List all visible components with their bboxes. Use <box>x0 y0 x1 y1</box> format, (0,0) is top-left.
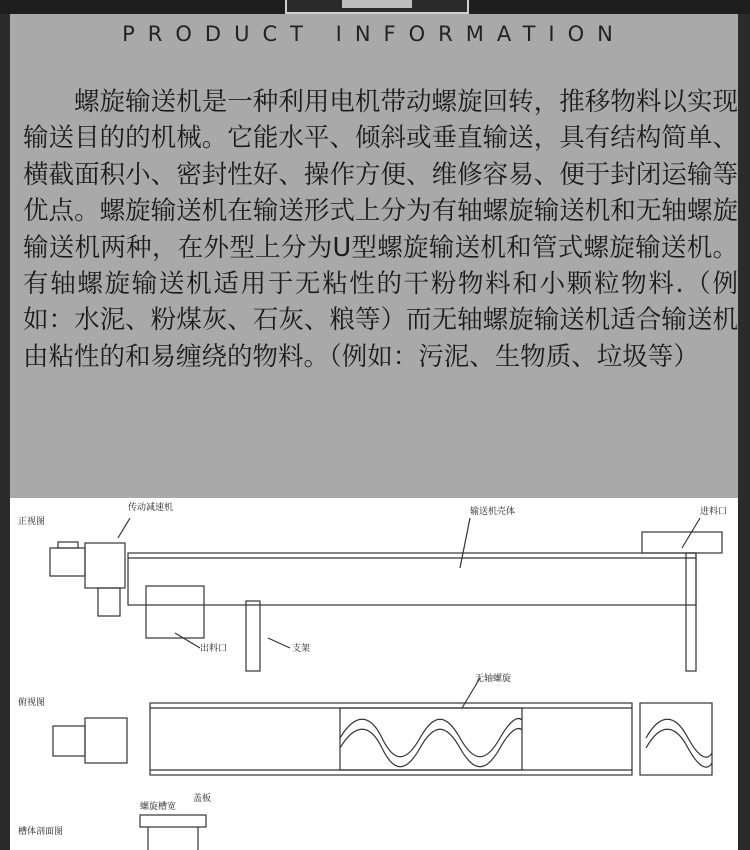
diagram-drawing <box>10 498 738 850</box>
front-gearbox <box>85 543 125 588</box>
label-drive-reducer: 传动减速机 <box>128 503 174 513</box>
screw-conveyor-diagram <box>10 498 738 850</box>
label-inlet: 进料口 <box>700 507 728 517</box>
product-description: 螺旋输送机是一种利用电机带动螺旋回转，推移物料以实现输送目的的机械。它能水平、倾斜或垂直输送，具有结构简单、横截面积小、密封性好、操作方便、维修容易、便于封闭运输等优点。螺旋输送机在输送形式上分为有轴螺旋输送机和无轴螺旋输送机两种，在外型上分为U型螺旋输送机和管式螺旋输送机。有轴螺旋输送机适用于无粘性的干粉物料和小颗粒物料.（例如：水泥、粉煤灰、石灰、粮等）而无轴螺旋输送机适合输送机由粘性的和易缠绕的物料。（例如：污泥、生物质、垃圾等） <box>23 87 738 372</box>
housing-end <box>686 553 696 671</box>
top-inlet-window <box>640 703 712 775</box>
top-housing <box>150 703 632 775</box>
top-motor <box>53 726 85 756</box>
label-shaftless-screw: 无轴螺旋 <box>475 674 512 684</box>
inlet-spiral <box>646 719 712 757</box>
section-cover <box>140 815 206 827</box>
label-cover: 盖板 <box>193 794 212 804</box>
top-title-tab-text-bar <box>342 0 412 8</box>
top-window <box>340 708 522 770</box>
product-info-panel <box>10 14 738 498</box>
front-gearbox-base <box>98 588 120 616</box>
conveyor-housing <box>128 553 696 605</box>
outlet-box <box>146 586 204 638</box>
front-motor-cap <box>58 542 78 548</box>
label-housing: 输送机壳体 <box>470 507 516 517</box>
front-motor <box>50 548 85 576</box>
label-top-view: 俯视图 <box>18 698 46 708</box>
section-heading: PRODUCT INFORMATION <box>122 22 626 46</box>
label-screw-width: 螺旋槽宽 <box>140 802 177 812</box>
top-title-tab <box>285 0 469 14</box>
label-outlet: 出料口 <box>200 644 228 654</box>
label-front-view: 正视图 <box>18 517 46 527</box>
shaftless-spiral-top <box>340 719 522 757</box>
top-gearbox <box>85 718 127 763</box>
label-section-view: 槽体剖面图 <box>18 827 64 837</box>
inlet-box <box>642 532 722 553</box>
support-leg <box>246 601 260 671</box>
label-support: 支架 <box>292 644 311 654</box>
